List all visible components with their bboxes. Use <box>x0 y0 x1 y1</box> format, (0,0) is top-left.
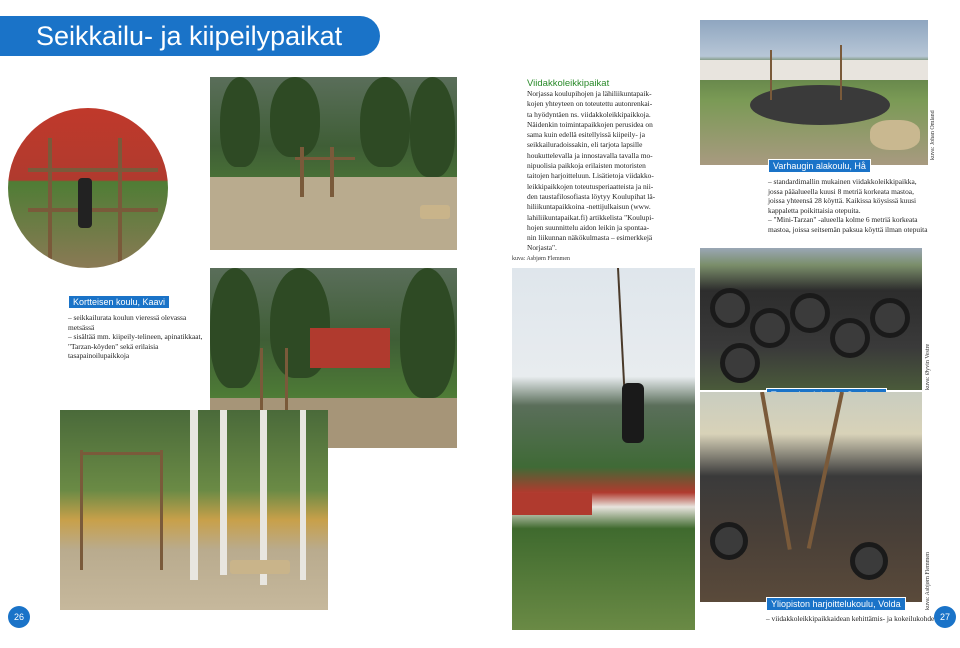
caption-volda-title: Yliopiston harjoittelukoulu, Volda <box>766 597 906 611</box>
credit-johan: kuva: Johan Omland <box>930 110 936 160</box>
caption-kortteisen-title: Kortteisen koulu, Kaavi <box>68 295 170 309</box>
intro-text <box>527 89 697 254</box>
intro-line: Näidenkin toimintapaikkojen perusidea on <box>527 119 653 129</box>
page-number-left: 26 <box>8 606 30 628</box>
photo-volda-jungle <box>700 392 922 602</box>
intro-line: taitojen harjoitteluun. Lisätietoja viidakko- <box>527 171 654 181</box>
intro-line: kojen yhteyteen on toteutettu autonrenkai- <box>527 99 653 109</box>
intro-block <box>527 78 697 254</box>
credit-asbjorn-mid: kuva: Asbjørn Flemmen <box>512 256 570 262</box>
intro-line: lahiliikuntapaikat.fi) artikkelista "Koulupi- <box>527 212 654 222</box>
intro-line: houkuttelevalla ja innostavalla tavalla mo- <box>527 150 653 160</box>
caption-varhaug-bullet-1: – standardimallin mukainen viidakkoleikkipaikka, jossa pääalueella kuusi 8 metriä korkeata mastoa, joissa yhteensä 28 köyttä. Kaikissa köysissä kuusi kappaletta poikittaisia otepuita. <box>768 177 917 215</box>
photo-birch-course <box>60 410 328 610</box>
intro-line: den taustafilosofiasta löytyy Koulupihat lä- <box>527 191 656 201</box>
photo-varhaug-playground <box>700 20 928 165</box>
caption-varhaug-title: Varhaugin alakoulu, Hå <box>768 159 871 173</box>
intro-line: hiliikuntapaikkoina -nettijulkaisun (www. <box>527 202 651 212</box>
intro-heading: Viidakkoleikkipaikat <box>527 78 610 89</box>
page-number-right: 27 <box>934 606 956 628</box>
intro-line: sama kuin edellä esitellyissä kiipeily- ja <box>527 130 646 140</box>
caption-varhaug-bullet-2: – "Mini-Tarzan" -alueella kolme 6 metriä korkeata mastoa, joissa seitsemän paksua köyttä ilman otepuita <box>768 215 928 234</box>
caption-varhaug <box>768 156 928 235</box>
intro-line: nipuolisia paikkoja erilaisten motoristen <box>527 161 646 171</box>
intro-line: leikkipaikkojen toteutusperiaatteista ja nii- <box>527 181 654 191</box>
credit-asbjorn-right: kuva: Asbjørn Flemmen <box>925 552 931 610</box>
intro-line: nin liikunnan näkökulmasta – esimerkkejä <box>527 233 653 243</box>
caption-kortteisen <box>68 292 208 361</box>
caption-kortteisen-bullet-2: – sisältää mm. kiipeily-telineen, apinatikkaat, "Tarzan-köyden" sekä erilaisia tasapainoilupaikkoja <box>68 332 203 361</box>
caption-volda-bullet-1: – viidakkoleikkipaikkaidean kehittämis- ja kokeilukohde <box>766 614 935 623</box>
photo-rope-swing <box>512 268 695 630</box>
intro-line: seikkailuradoissakin, eli tarjota lapsille <box>527 140 643 150</box>
caption-volda <box>766 594 936 624</box>
photo-tyre-tunnel <box>700 248 922 390</box>
intro-line: ta hyödyntäen ns. viidakkoleikkipaikkoja. <box>527 109 651 119</box>
intro-line: Norjassa koulupihojen ja lähiliikuntapaik- <box>527 89 652 98</box>
intro-line: Norjasta". <box>527 243 557 253</box>
photo-climbing-frame <box>8 108 168 268</box>
photo-forest-course <box>210 77 457 250</box>
page-title: Seikkailu- ja kiipeilypaikat <box>0 16 380 56</box>
credit-oyvin: kuva: Øyvin Vestre <box>925 343 931 390</box>
intro-line: hojen suunnittelu aidon leikin ja spontaa- <box>527 222 650 232</box>
caption-kortteisen-bullet-1: – seikkailurata koulun vieressä olevassa metsässä <box>68 313 187 332</box>
